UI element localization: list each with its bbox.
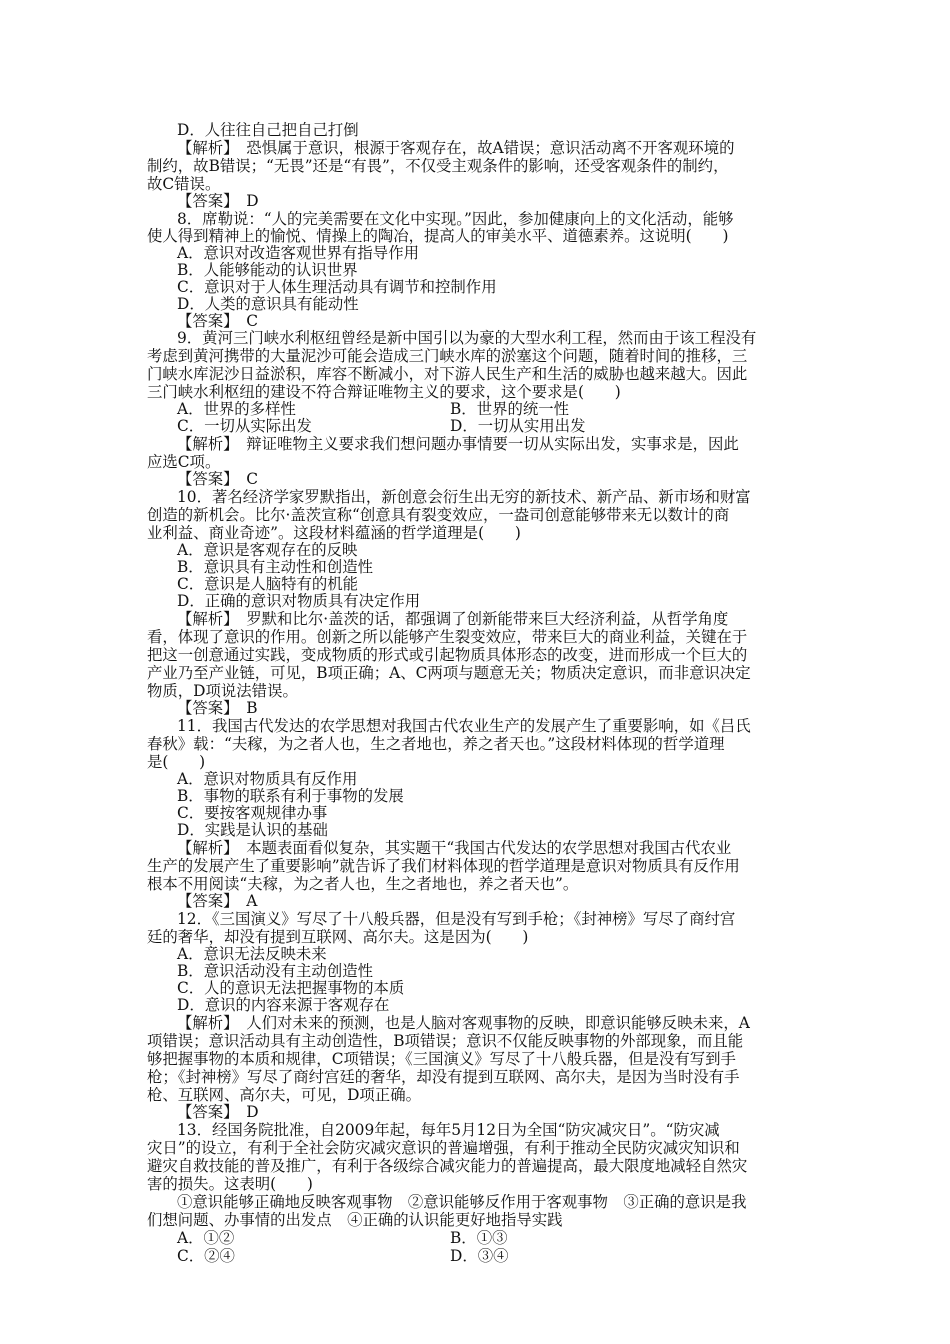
analysis-line: 【解析】 本题表面看似复杂，其实题干“我国古代发达的农学思想对我国古代农业 bbox=[177, 839, 732, 857]
analysis-line: 物质，D项说法错误。 bbox=[147, 682, 298, 700]
question-13-stem: 害的损失。这表明( ) bbox=[147, 1175, 313, 1193]
question-13-stem: 13．经国务院批准，自2009年起，每年5月12日为全国“防灾减灾日”。“防灾减 bbox=[177, 1121, 720, 1139]
question-12-option-a: A．意识无法反映未来 bbox=[177, 945, 327, 963]
question-10-stem: 创造的新机会。比尔·盖茨宣称“创意具有裂变效应，一盎司创意能够带来无以数计的商 bbox=[147, 506, 730, 524]
analysis-line: 制约，故B错误；“无畏”还是“有畏”，不仅受主观条件的影响，还受客观条件的制约， bbox=[147, 157, 729, 175]
answer-line: 【答案】 A bbox=[177, 892, 258, 910]
analysis-line: 【解析】 恐惧属于意识，根源于客观存在，故A错误；意识活动离不开客观环境的 bbox=[177, 139, 735, 157]
question-10-option-d: D．正确的意识对物质具有决定作用 bbox=[177, 592, 421, 610]
option-d-prev: D．人往往自己把自己打倒 bbox=[177, 121, 359, 139]
question-9-option-a: A．世界的多样性 bbox=[177, 400, 296, 418]
question-9-option-b: B．世界的统一性 bbox=[450, 400, 570, 418]
analysis-line: 生产的发展产生了重要影响”就告诉了我们材料体现的哲学道理是意识对物质具有反作用 bbox=[147, 857, 740, 875]
question-13-statements: 们想问题、办事情的出发点 ④正确的认识能更好地指导实践 bbox=[147, 1211, 563, 1229]
question-13-option-b: B．①③ bbox=[450, 1229, 508, 1247]
question-11-stem: 是( ) bbox=[147, 753, 206, 771]
question-12-stem: 12．《三国演义》写尽了十八般兵器，但是没有写到手枪；《封神榜》写尽了商纣宫 bbox=[177, 910, 736, 928]
analysis-line: 【解析】 辩证唯物主义要求我们想问题办事情要一切从实际出发，实事求是，因此 bbox=[177, 435, 739, 453]
question-12-option-d: D．意识的内容来源于客观存在 bbox=[177, 996, 390, 1014]
question-13-stem: 灾日”的设立，有利于全社会防灾减灾意识的普遍增强，有利于推动全民防灾减灾知识和 bbox=[147, 1139, 740, 1157]
analysis-line: 【解析】 罗默和比尔·盖茨的话，都强调了创新能带来巨大经济利益，从哲学角度 bbox=[177, 610, 729, 628]
question-10-stem: 业利益、商业奇迹”。这段材料蕴涵的哲学道理是( ) bbox=[147, 524, 521, 542]
answer-line: 【答案】 C bbox=[177, 312, 259, 330]
question-12-option-b: B．意识活动没有主动创造性 bbox=[177, 962, 373, 980]
answer-line: 【答案】 D bbox=[177, 1103, 259, 1121]
question-9-stem: 9．黄河三门峡水利枢纽曾经是新中国引以为豪的大型水利工程，然而由于该工程没有 bbox=[177, 329, 757, 347]
question-13-option-d: D．③④ bbox=[450, 1247, 509, 1265]
question-8-option-c: C．意识对于人体生理活动具有调节和控制作用 bbox=[177, 278, 497, 296]
analysis-line: 根本不用阅读“夫稼，为之者人也，生之者地也，养之者天也”。 bbox=[147, 875, 579, 893]
analysis-line: 枪、互联网、高尔夫，可见，D项正确。 bbox=[147, 1086, 421, 1104]
question-10-stem: 10．著名经济学家罗默指出，新创意会衍生出无穷的新技术、新产品、新市场和财富 bbox=[177, 488, 751, 506]
question-11-option-d: D．实践是认识的基础 bbox=[177, 821, 328, 839]
analysis-line: 产业乃至产业链，可见，B项正确；A、C两项与题意无关；物质决定意识，而非意识决定 bbox=[147, 664, 751, 682]
question-11-option-b: B．事物的联系有利于事物的发展 bbox=[177, 787, 404, 805]
question-10-option-b: B．意识具有主动性和创造性 bbox=[177, 558, 373, 576]
question-10-option-c: C．意识是人脑特有的机能 bbox=[177, 575, 359, 593]
analysis-line: 把这一创意通过实践，变成物质的形式或引起物质具体形态的改变，进而形成一个巨大的 bbox=[147, 646, 748, 664]
answer-line: 【答案】 C bbox=[177, 470, 259, 488]
question-9-option-d: D．一切从实用出发 bbox=[450, 417, 586, 435]
analysis-line: 看，体现了意识的作用。创新之所以能够产生裂变效应，带来巨大的商业利益，关键在于 bbox=[147, 628, 748, 646]
question-8-stem: 使人得到精神上的愉悦、情操上的陶冶，提高人的审美水平、道德素养。这说明( ) bbox=[147, 227, 729, 245]
question-8-option-b: B．人能够能动的认识世界 bbox=[177, 261, 358, 279]
question-9-option-c: C．一切从实际出发 bbox=[177, 417, 312, 435]
answer-line: 【答案】 D bbox=[177, 192, 259, 210]
analysis-line: 够把握事物的本质和规律，C项错误；《三国演义》写尽了十八般兵器，但是没有写到手 bbox=[147, 1050, 736, 1068]
analysis-line: 【解析】 人们对未来的预测，也是人脑对客观事物的反映，即意识能够反映未来，A bbox=[177, 1014, 750, 1032]
analysis-line: 项错误；意识活动具有主动创造性，B项错误；意识不仅能反映事物的外部现象，而且能 bbox=[147, 1032, 744, 1050]
question-12-option-c: C．人的意识无法把握事物的本质 bbox=[177, 979, 405, 997]
question-9-stem: 三门峡水利枢纽的建设不符合辩证唯物主义的要求，这个要求是( ) bbox=[147, 383, 621, 401]
question-11-stem: 11．我国古代发达的农学思想对我国古代农业生产的发展产生了重要影响，如《吕氏 bbox=[177, 717, 751, 735]
question-9-stem: 考虑到黄河携带的大量泥沙可能会造成三门峡水库的淤塞这个问题，随着时间的推移，三 bbox=[147, 347, 748, 365]
answer-line: 【答案】 B bbox=[177, 699, 258, 717]
question-11-option-a: A．意识对物质具有反作用 bbox=[177, 770, 358, 788]
analysis-line: 枪；《封神榜》写尽了商纣宫廷的奢华，却没有提到互联网、高尔夫，是因为当时没有手 bbox=[147, 1068, 740, 1086]
analysis-line: 故C错误。 bbox=[147, 175, 221, 193]
question-13-stem: 避灾自救技能的普及推广，有利于各级综合减灾能力的普遍提高，最大限度地减轻自然灾 bbox=[147, 1157, 748, 1175]
question-13-option-a: A．①② bbox=[177, 1229, 235, 1247]
question-13-option-c: C．②④ bbox=[177, 1247, 235, 1265]
question-9-stem: 门峡水库泥沙日益淤积，库容不断减小，对下游人民生产和生活的威胁也越来越大。因此 bbox=[147, 365, 748, 383]
question-11-stem: 春秋》载：“夫稼，为之者人也，生之者地也，养之者天也。”这段材料体现的哲学道理 bbox=[147, 735, 725, 753]
question-10-option-a: A．意识是客观存在的反映 bbox=[177, 541, 358, 559]
question-8-option-a: A．意识对改造客观世界有指导作用 bbox=[177, 244, 419, 262]
question-12-stem: 廷的奢华，却没有提到互联网、高尔夫。这是因为( ) bbox=[147, 928, 529, 946]
question-8-option-d: D．人类的意识具有能动性 bbox=[177, 295, 359, 313]
question-8-stem: 8．席勒说：“人的完美需要在文化中实现。”因此，参加健康向上的文化活动，能够 bbox=[177, 210, 734, 228]
question-13-statements: ①意识能够正确地反映客观事物 ②意识能够反作用于客观事物 ③正确的意识是我 bbox=[177, 1193, 747, 1211]
analysis-line: 应选C项。 bbox=[147, 453, 221, 471]
question-11-option-c: C．要按客观规律办事 bbox=[177, 804, 328, 822]
